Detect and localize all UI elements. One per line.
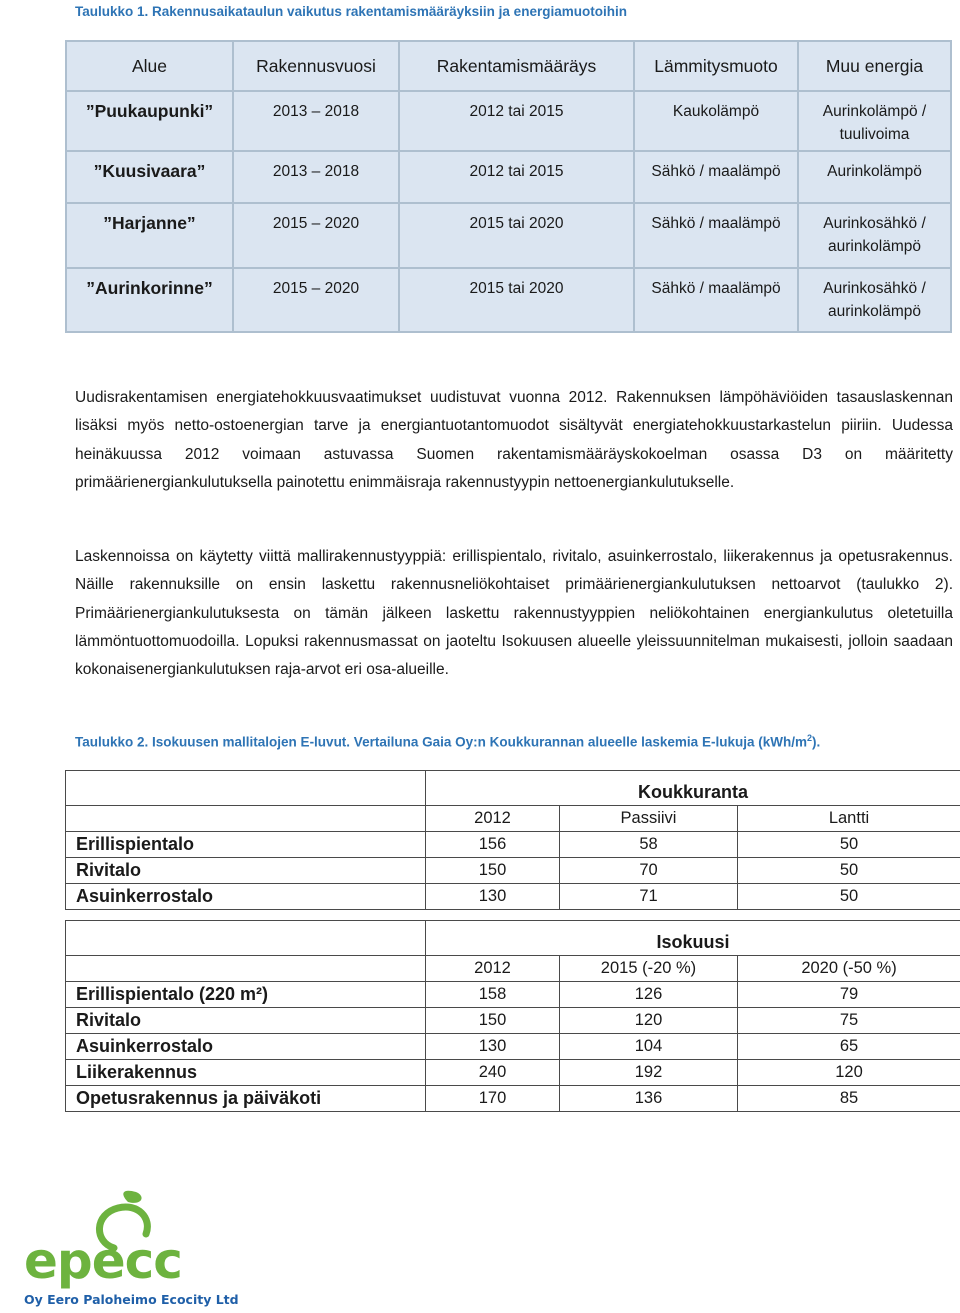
- regulation-cell: 2012 tai 2015: [399, 91, 634, 151]
- other-energy-cell: [798, 91, 951, 151]
- row-label: Erillispientalo (220 m²): [66, 982, 426, 1008]
- year-cell: 2015 – 2020: [233, 203, 399, 268]
- column-header: 2020 (-50 %): [738, 956, 960, 982]
- value-cell: 158: [426, 982, 560, 1008]
- other-energy-cell: [798, 268, 951, 332]
- other-energy-line2: aurinkolämpö: [828, 303, 921, 320]
- table-row: [66, 91, 951, 151]
- logo-company-name: Oy Eero Paloheimo Ecocity Ltd: [24, 1292, 239, 1307]
- table-row: [66, 1034, 960, 1060]
- epecc-logo-graphic: [22, 1190, 242, 1308]
- row-label: Rivitalo: [66, 858, 426, 884]
- table2-caption-sup: 2: [807, 733, 812, 743]
- value-cell: 192: [560, 1060, 738, 1086]
- paragraph-calculations: Laskennoissa on käytetty viittä mallirakennustyyppiä: erillispientalo, rivitalo, asuinkerrostalo, liikerakennus ja opetusrakennus. Näille rakennuksille on ensin laskettu rakennusneliökohtaiset primäärienergiankulutuksen nettoarvot (taulukko 2). Primäärienergiankulutuksesta on tämän jälkeen laskettu rakennustyyppien neliökohtainen energiankulutus oletetuilla lämmöntuottomuodoilla. Lopuksi rakennusmassat on jaoteltu Isokuusen alueelle yleissuunnitelman mukaisesti, jolloin saadaan kokonaisenergiankulutuksen raja-arvot eri osa-alueille.: [75, 543, 953, 684]
- value-cell: 85: [738, 1086, 960, 1112]
- column-header: Passiivi: [560, 806, 738, 832]
- value-cell: 130: [426, 884, 560, 910]
- table-row: [66, 268, 951, 332]
- value-cell: 104: [560, 1034, 738, 1060]
- empty-cell: [66, 956, 426, 982]
- other-energy-line1: Aurinkolämpö /: [823, 103, 926, 120]
- table-row: [66, 1008, 960, 1034]
- other-energy-line1: Aurinkosähkö /: [823, 215, 926, 232]
- value-cell: 240: [426, 1060, 560, 1086]
- other-energy-line2: tuulivoima: [840, 126, 910, 143]
- value-cell: 58: [560, 832, 738, 858]
- value-cell: 126: [560, 982, 738, 1008]
- empty-cell: [66, 806, 426, 832]
- table-row: [66, 1086, 960, 1112]
- heating-cell: Sähkö / maalämpö: [634, 268, 798, 332]
- year-cell: 2013 – 2018: [233, 151, 399, 203]
- row-label: Rivitalo: [66, 1008, 426, 1034]
- row-label: Liikerakennus: [66, 1060, 426, 1086]
- row-label: Asuinkerrostalo: [66, 884, 426, 910]
- table1-caption: Taulukko 1. Rakennusaikataulun vaikutus rakentamismääräyksiin ja energiamuotoihin: [75, 4, 627, 19]
- year-cell: 2013 – 2018: [233, 91, 399, 151]
- koukkuranta-table: [65, 770, 960, 910]
- value-cell: 70: [560, 858, 738, 884]
- table-row: [66, 982, 960, 1008]
- value-cell: 65: [738, 1034, 960, 1060]
- heating-cell: Sähkö / maalämpö: [634, 203, 798, 268]
- isokuusi-title: Isokuusi: [426, 921, 960, 956]
- table-row: [66, 956, 960, 982]
- other-energy-line2: aurinkolämpö: [828, 238, 921, 255]
- table-row: [66, 832, 960, 858]
- table-row: [66, 921, 960, 956]
- value-cell: 170: [426, 1086, 560, 1112]
- value-cell: 79: [738, 982, 960, 1008]
- value-cell: 50: [738, 832, 960, 858]
- area-cell: ”Puukaupunki”: [66, 91, 233, 151]
- other-energy-line1: Aurinkolämpö: [827, 163, 922, 180]
- table-row: [66, 806, 960, 832]
- empty-cell: [66, 771, 426, 806]
- regulation-cell: 2015 tai 2020: [399, 203, 634, 268]
- area-cell: ”Aurinkorinne”: [66, 268, 233, 332]
- header-year: Rakennusvuosi: [233, 41, 399, 91]
- year-cell: 2015 – 2020: [233, 268, 399, 332]
- table2-caption-suffix: ).: [812, 735, 820, 750]
- heating-cell: Sähkö / maalämpö: [634, 151, 798, 203]
- empty-cell: [66, 921, 426, 956]
- row-label: Erillispientalo: [66, 832, 426, 858]
- column-header: Lantti: [738, 806, 960, 832]
- area-cell: ”Kuusivaara”: [66, 151, 233, 203]
- koukkuranta-title: Koukkuranta: [426, 771, 960, 806]
- header-regulation: Rakentamismääräys: [399, 41, 634, 91]
- value-cell: 120: [738, 1060, 960, 1086]
- logo-leaf-icon: [123, 1191, 141, 1203]
- other-energy-cell: [798, 203, 951, 268]
- value-cell: 120: [560, 1008, 738, 1034]
- header-other-energy: Muu energia: [798, 41, 951, 91]
- value-cell: 130: [426, 1034, 560, 1060]
- column-header: 2015 (-20 %): [560, 956, 738, 982]
- value-cell: 150: [426, 858, 560, 884]
- value-cell: 71: [560, 884, 738, 910]
- value-cell: 50: [738, 858, 960, 884]
- table2-caption-text: Taulukko 2. Isokuusen mallitalojen E-luvut. Vertailuna Gaia Oy:n Koukkurannan alueelle laskemia E-lukuja (kWh/m: [75, 735, 807, 750]
- table-row: [66, 858, 960, 884]
- header-area: Alue: [66, 41, 233, 91]
- heating-cell: Kaukolämpö: [634, 91, 798, 151]
- isokuusi-table: [65, 920, 960, 1112]
- logo-wordmark: epecc: [24, 1232, 182, 1290]
- table-row: [66, 1060, 960, 1086]
- column-header: 2012: [426, 956, 560, 982]
- other-energy-cell: [798, 151, 951, 203]
- value-cell: 50: [738, 884, 960, 910]
- regulation-cell: 2015 tai 2020: [399, 268, 634, 332]
- header-heating: Lämmitysmuoto: [634, 41, 798, 91]
- paragraph-energy-requirements: Uudisrakentamisen energiatehokkuusvaatimukset uudistuvat vuonna 2012. Rakennuksen lämpöhäviöiden tasauslaskennan lisäksi myös netto-ostoenergian tarve ja energiantuotantomuodot sisältyvät energiatehokkuustarkastelun piiriin. Uudessa heinäkuussa 2012 voimaan astuvassa Suomen rakentamismääräyskokoelman osassa D3 on määritetty primäärienergiankulutuksella painotettu enimmäisraja rakennustyypin nettoenergiankulutukselle.: [75, 384, 953, 497]
- table-row: [66, 151, 951, 203]
- table-row: [66, 771, 960, 806]
- value-cell: 156: [426, 832, 560, 858]
- table-row: [66, 203, 951, 268]
- value-cell: 75: [738, 1008, 960, 1034]
- row-label: Asuinkerrostalo: [66, 1034, 426, 1060]
- row-label: Opetusrakennus ja päiväkoti: [66, 1086, 426, 1112]
- construction-schedule-table: [65, 40, 952, 333]
- epecc-logo: [22, 1190, 242, 1308]
- table2-caption: [75, 733, 820, 750]
- table-row: [66, 884, 960, 910]
- value-cell: 150: [426, 1008, 560, 1034]
- value-cell: 136: [560, 1086, 738, 1112]
- column-header: 2012: [426, 806, 560, 832]
- other-energy-line1: Aurinkosähkö /: [823, 280, 926, 297]
- area-cell: ”Harjanne”: [66, 203, 233, 268]
- regulation-cell: 2012 tai 2015: [399, 151, 634, 203]
- table1-header-row: [66, 41, 951, 91]
